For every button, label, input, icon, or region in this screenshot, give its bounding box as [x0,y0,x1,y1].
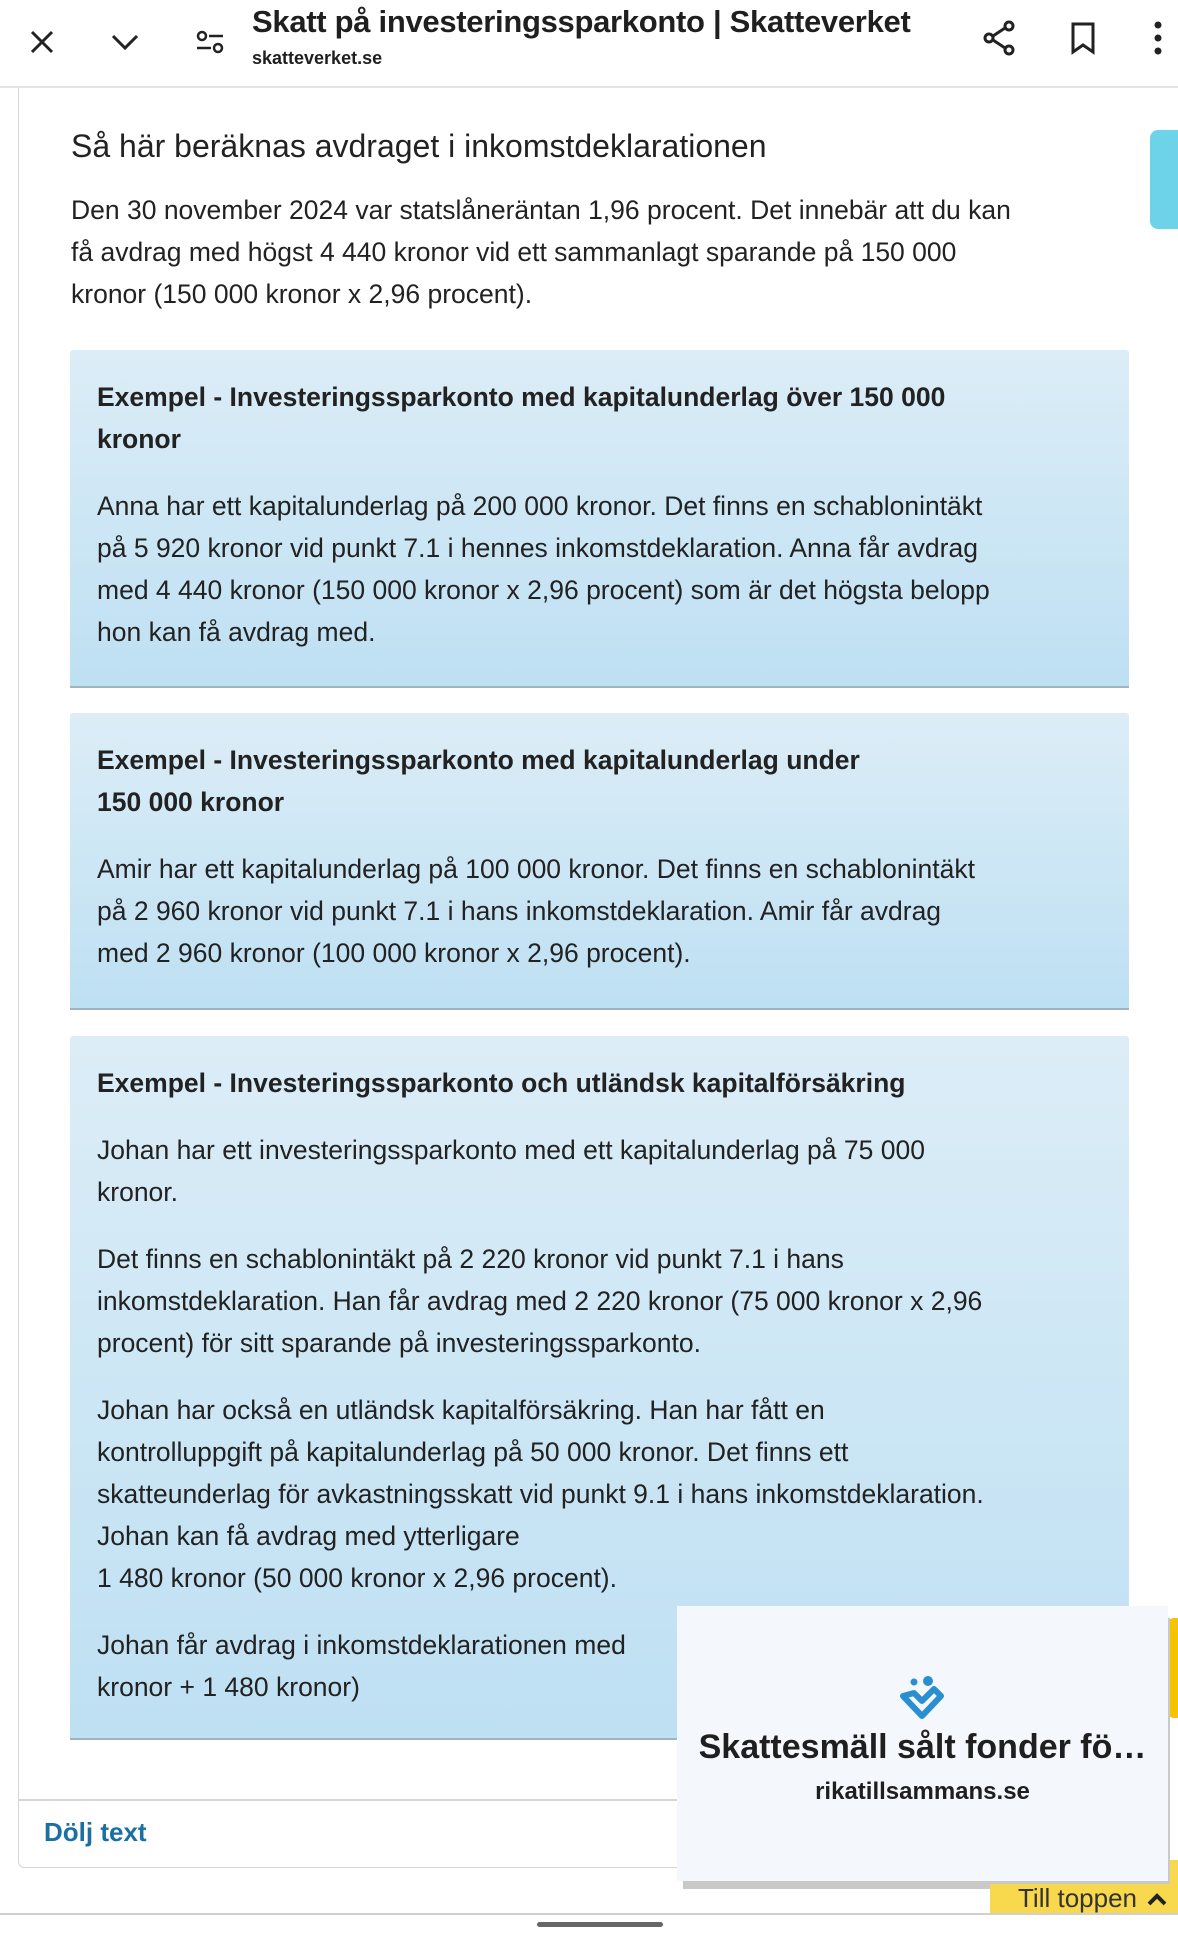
page-url[interactable]: skatteverket.se [252,48,383,68]
text-line: procent) för sitt sparande på investeringssparkonto. [97,1328,701,1358]
text-line: kontrolluppgift på kapitalunderlag på 50 000 kronor. Det finns ett [97,1437,849,1467]
bookmark-icon[interactable] [1063,18,1103,58]
text-line: kronor [97,424,181,454]
to-top-label: Till toppen [1018,1883,1137,1913]
link-preview-popup[interactable] [677,1606,1168,1881]
text-line: skatteunderlag för avkastningsskatt vid punkt 9.1 i hans inkomstdeklaration. [97,1479,984,1509]
browser-toolbar [0,0,1178,88]
text-line: inkomstdeklaration. Han får avdrag med 2 220 kronor (75 000 kronor x 2,96 [97,1286,983,1316]
example-title [97,1062,1129,1104]
tune-icon[interactable] [190,22,230,62]
example-paragraph [97,848,1129,974]
chevron-down-icon[interactable] [105,22,145,62]
example-title [97,739,1129,823]
text-line: Johan har också en utländsk kapitalförsäkring. Han har fått en [97,1395,825,1425]
example-box-1 [70,350,1129,688]
page-title: Skatt på investeringssparkonto | Skatteverket [252,4,911,39]
text-line: kronor. [97,1177,179,1207]
text-line: kronor + 1 480 kronor) [97,1672,360,1702]
text-line: hon kan få avdrag med. [97,617,376,647]
text-line: Exempel - Investeringssparkonto med kapitalunderlag under [97,745,860,775]
text-line: Det finns en schablonintäkt på 2 220 kronor vid punkt 7.1 i hans [97,1244,844,1274]
close-icon[interactable] [22,22,62,62]
text-line: Den 30 november 2024 var statslåneräntan 1,96 procent. Det innebär att du kan [71,195,1011,225]
text-line: med 4 440 kronor (150 000 kronor x 2,96 procent) som är det högsta belopp [97,575,990,605]
text-line: på 2 960 kronor vid punkt 7.1 i hans inkomstdeklaration. Amir får avdrag [97,896,942,926]
text-line: Exempel - Investeringssparkonto och utländsk kapitalförsäkring [97,1068,906,1098]
rikatillsammans-logo-icon [899,1676,945,1720]
share-icon[interactable] [979,18,1019,58]
text-line: Anna har ett kapitalunderlag på 200 000 kronor. Det finns en schablonintäkt [97,491,983,521]
text-line: Johan får avdrag i inkomstdeklarationen med [97,1630,626,1660]
text-line: 1 480 kronor (50 000 kronor x 2,96 procent). [97,1563,617,1593]
example-paragraph [97,485,1129,653]
to-top-button[interactable] [990,1884,1178,1913]
text-line: 150 000 kronor [97,787,285,817]
text-line: få avdrag med högst 4 440 kronor vid ett sammanlagt sparande på 150 000 [71,237,957,267]
text-line: på 5 920 kronor vid punkt 7.1 i hennes inkomstdeklaration. Anna får avdrag [97,533,978,563]
example-paragraph [97,1389,1129,1599]
text-line: kronor (150 000 kronor x 2,96 procent). [71,279,533,309]
text-line: Exempel - Investeringssparkonto med kapitalunderlag över 150 000 [97,382,946,412]
example-paragraph [97,1238,1129,1364]
gesture-handle[interactable] [537,1922,663,1927]
popup-accent-strip [1168,1618,1178,1718]
example-title [97,376,1129,460]
text-line: Johan har ett investeringssparkonto med ett kapitalunderlag på 75 000 [97,1135,925,1165]
text-line: Amir har ett kapitalunderlag på 100 000 kronor. Det finns en schablonintäkt [97,854,975,884]
text-line: Johan kan få avdrag med ytterligare [97,1521,520,1551]
section-heading: Så här beräknas avdraget i inkomstdeklarationen [71,128,767,164]
example-paragraph [97,1129,1129,1213]
popup-title: Skattesmäll sålt fonder fö… [698,1728,1147,1766]
text-line: med 2 960 kronor (100 000 kronor x 2,96 procent). [97,938,691,968]
more-vert-icon[interactable] [1145,18,1171,58]
nav-bar-divider [0,1913,1178,1915]
chevron-up-icon [1147,1892,1167,1906]
example-box-2 [70,713,1129,1010]
side-tab[interactable] [1150,130,1178,229]
intro-paragraph [71,189,1011,315]
hide-text-link[interactable]: Dölj text [44,1817,147,1847]
popup-source: rikatillsammans.se [815,1778,1030,1805]
